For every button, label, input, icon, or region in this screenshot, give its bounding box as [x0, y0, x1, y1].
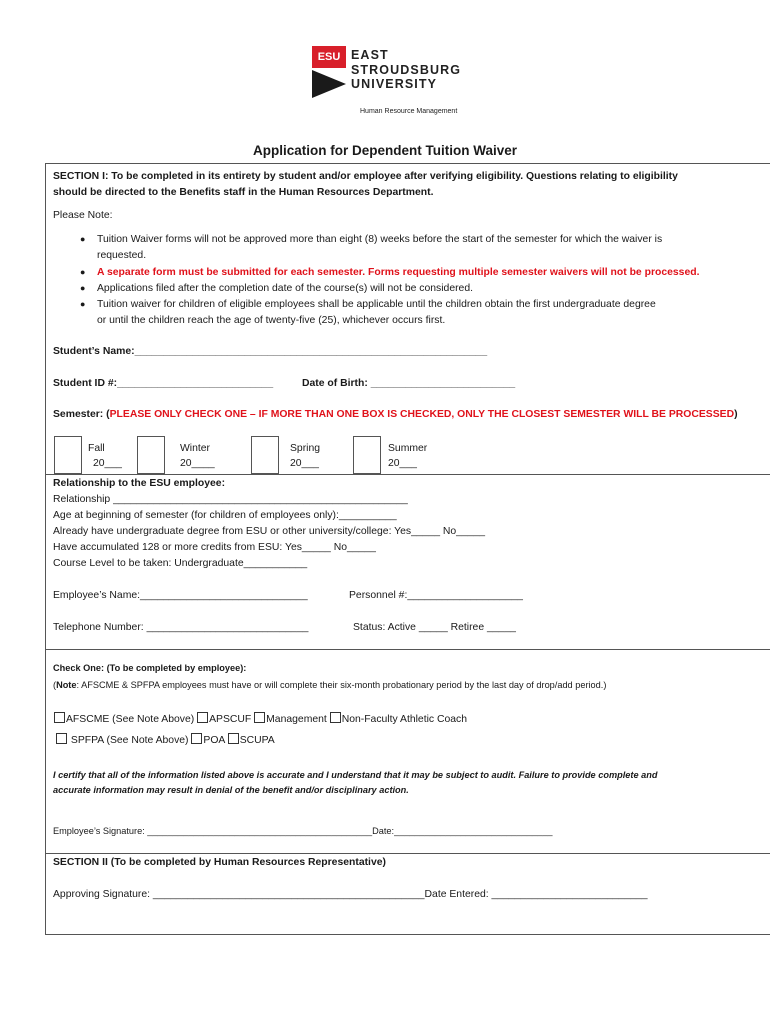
probation-note [53, 677, 606, 693]
semester-warning: PLEASE ONLY CHECK ONE – IF MORE THAN ONE BOX IS CHECKED, ONLY THE CLOSEST SEMESTER WILL BE PROCESSED [109, 409, 735, 420]
note-item-continued: requested. [97, 250, 147, 261]
fall-checkbox[interactable] [54, 436, 82, 474]
apscuf-label: APSCUF [209, 714, 252, 725]
semester-instruction [53, 407, 738, 423]
note-item: Applications filed after the completion date of the course(s) will not be considered. [97, 283, 474, 294]
personnel-number-field[interactable]: Personnel #:____________________ [349, 590, 523, 601]
relationship-field[interactable]: Relationship ___________________________________________________ [53, 494, 408, 505]
age-field[interactable]: Age at beginning of semester (for children of employees only):__________ [53, 510, 397, 521]
poa-label: POA [203, 735, 225, 746]
summer-year[interactable]: 20___ [388, 458, 417, 469]
winter-checkbox[interactable] [137, 436, 165, 474]
esu-logo [312, 46, 482, 121]
union-options-row-2 [56, 733, 275, 749]
note-item-warning: A separate form must be submitted for each semester. Forms requesting multiple semester waivers will not be processed. [97, 267, 700, 278]
logo-abbr: ESU [312, 46, 346, 68]
spring-year[interactable]: 20___ [290, 458, 319, 469]
certification-line1: I certify that all of the information listed above is accurate and I understand that it may be subject to audit. Failure to provide complete and [53, 770, 658, 780]
spring-label: Spring [290, 443, 321, 454]
spring-checkbox[interactable] [251, 436, 279, 474]
note-item: Tuition Waiver forms will not be approved more than eight (8) weeks before the start of the semester for which the waiver is [97, 234, 663, 245]
management-checkbox[interactable] [254, 712, 265, 723]
note-item-continued: or until the children reach the age of twenty-five (25), whichever occurs first. [97, 315, 446, 326]
note-text: : AFSCME & SPFPA employees must have or will complete their six-month probationary period by the last day of drop/add period.) [76, 680, 607, 690]
fall-year[interactable]: 20___ [93, 458, 122, 469]
students-name-field[interactable]: Student’s Name:_____________________________________________________________ [53, 346, 488, 357]
logo-line-east: EAST [351, 48, 389, 62]
note-bold: Note [56, 680, 77, 690]
logo-wordmark [351, 48, 461, 92]
note-paren: ( [53, 680, 57, 690]
semester-close: ) [734, 409, 738, 420]
summer-checkbox[interactable] [353, 436, 381, 474]
non-faculty-coach-checkbox[interactable] [330, 712, 341, 723]
bullet-icon: ● [80, 234, 86, 244]
telephone-field[interactable]: Telephone Number: ____________________________ [53, 622, 309, 633]
semester-label: Semester: ( [53, 409, 110, 420]
bullet-icon: ● [80, 267, 86, 277]
winter-year[interactable]: 20____ [180, 458, 215, 469]
department-name: Human Resource Management [360, 108, 458, 115]
non-faculty-coach-label: Non-Faculty Athletic Coach [341, 714, 468, 725]
section-1-heading-line2: should be directed to the Benefits staff in the Human Resources Department. [53, 187, 434, 198]
employee-signature-field[interactable]: Employee’s Signature: ____________________________________________Date:_______________________________ [53, 826, 553, 836]
bullet-icon: ● [80, 283, 86, 293]
section-2-heading: SECTION II (To be completed by Human Resources Representative) [53, 857, 386, 868]
afscme-label: AFSCME (See Note Above) [66, 714, 195, 725]
spfpa-label: SPFPA (See Note Above) [70, 735, 189, 746]
union-options-row-1 [54, 712, 467, 728]
please-note-label: Please Note: [53, 210, 113, 221]
afscme-checkbox[interactable] [54, 712, 65, 723]
spfpa-checkbox[interactable] [56, 733, 67, 744]
logo-line-university: UNIVERSITY [351, 77, 438, 91]
logo-line-stroudsburg: STROUDSBURG [351, 62, 462, 77]
approving-signature-field[interactable]: Approving Signature: _______________________________________________Date Entered: ___________________________ [53, 889, 648, 900]
check-one-heading: Check One: (To be completed by employee): [53, 663, 247, 673]
logo-chevron-icon [312, 70, 348, 100]
student-id-field[interactable]: Student ID #:___________________________ [53, 378, 274, 389]
notes-list [50, 232, 770, 332]
summer-label: Summer [388, 443, 428, 454]
scupa-checkbox[interactable] [228, 733, 239, 744]
winter-label: Winter [180, 443, 211, 454]
management-label: Management [266, 714, 327, 725]
status-field[interactable]: Status: Active _____ Retiree _____ [353, 622, 516, 633]
relationship-heading: Relationship to the ESU employee: [53, 478, 226, 489]
section-1-heading-line1: SECTION I: To be completed in its entirety by student and/or employee after verifying eligibility. Questions relating to eligibility [53, 171, 678, 182]
certification-line2: accurate information may result in denial of the benefit and/or disciplinary action. [53, 785, 409, 795]
fall-label: Fall [88, 443, 105, 454]
employee-name-field[interactable]: Employee’s Name:_____________________________ [53, 590, 308, 601]
course-level-field[interactable]: Course Level to be taken: Undergraduate___________ [53, 558, 308, 569]
apscuf-checkbox[interactable] [197, 712, 208, 723]
poa-checkbox[interactable] [191, 733, 202, 744]
note-item: Tuition waiver for children of eligible employees shall be applicable until the children obtain the first undergraduate degree [97, 299, 656, 310]
credits-field[interactable]: Have accumulated 128 or more credits from ESU: Yes_____ No_____ [53, 542, 376, 553]
date-of-birth-field[interactable]: Date of Birth: _________________________ [302, 378, 516, 389]
form-title: Application for Dependent Tuition Waiver [252, 143, 517, 158]
scupa-label: SCUPA [239, 735, 275, 746]
bullet-icon: ● [80, 299, 86, 309]
undergrad-degree-field[interactable]: Already have undergraduate degree from ESU or other university/college: Yes_____ No_____ [53, 526, 486, 537]
